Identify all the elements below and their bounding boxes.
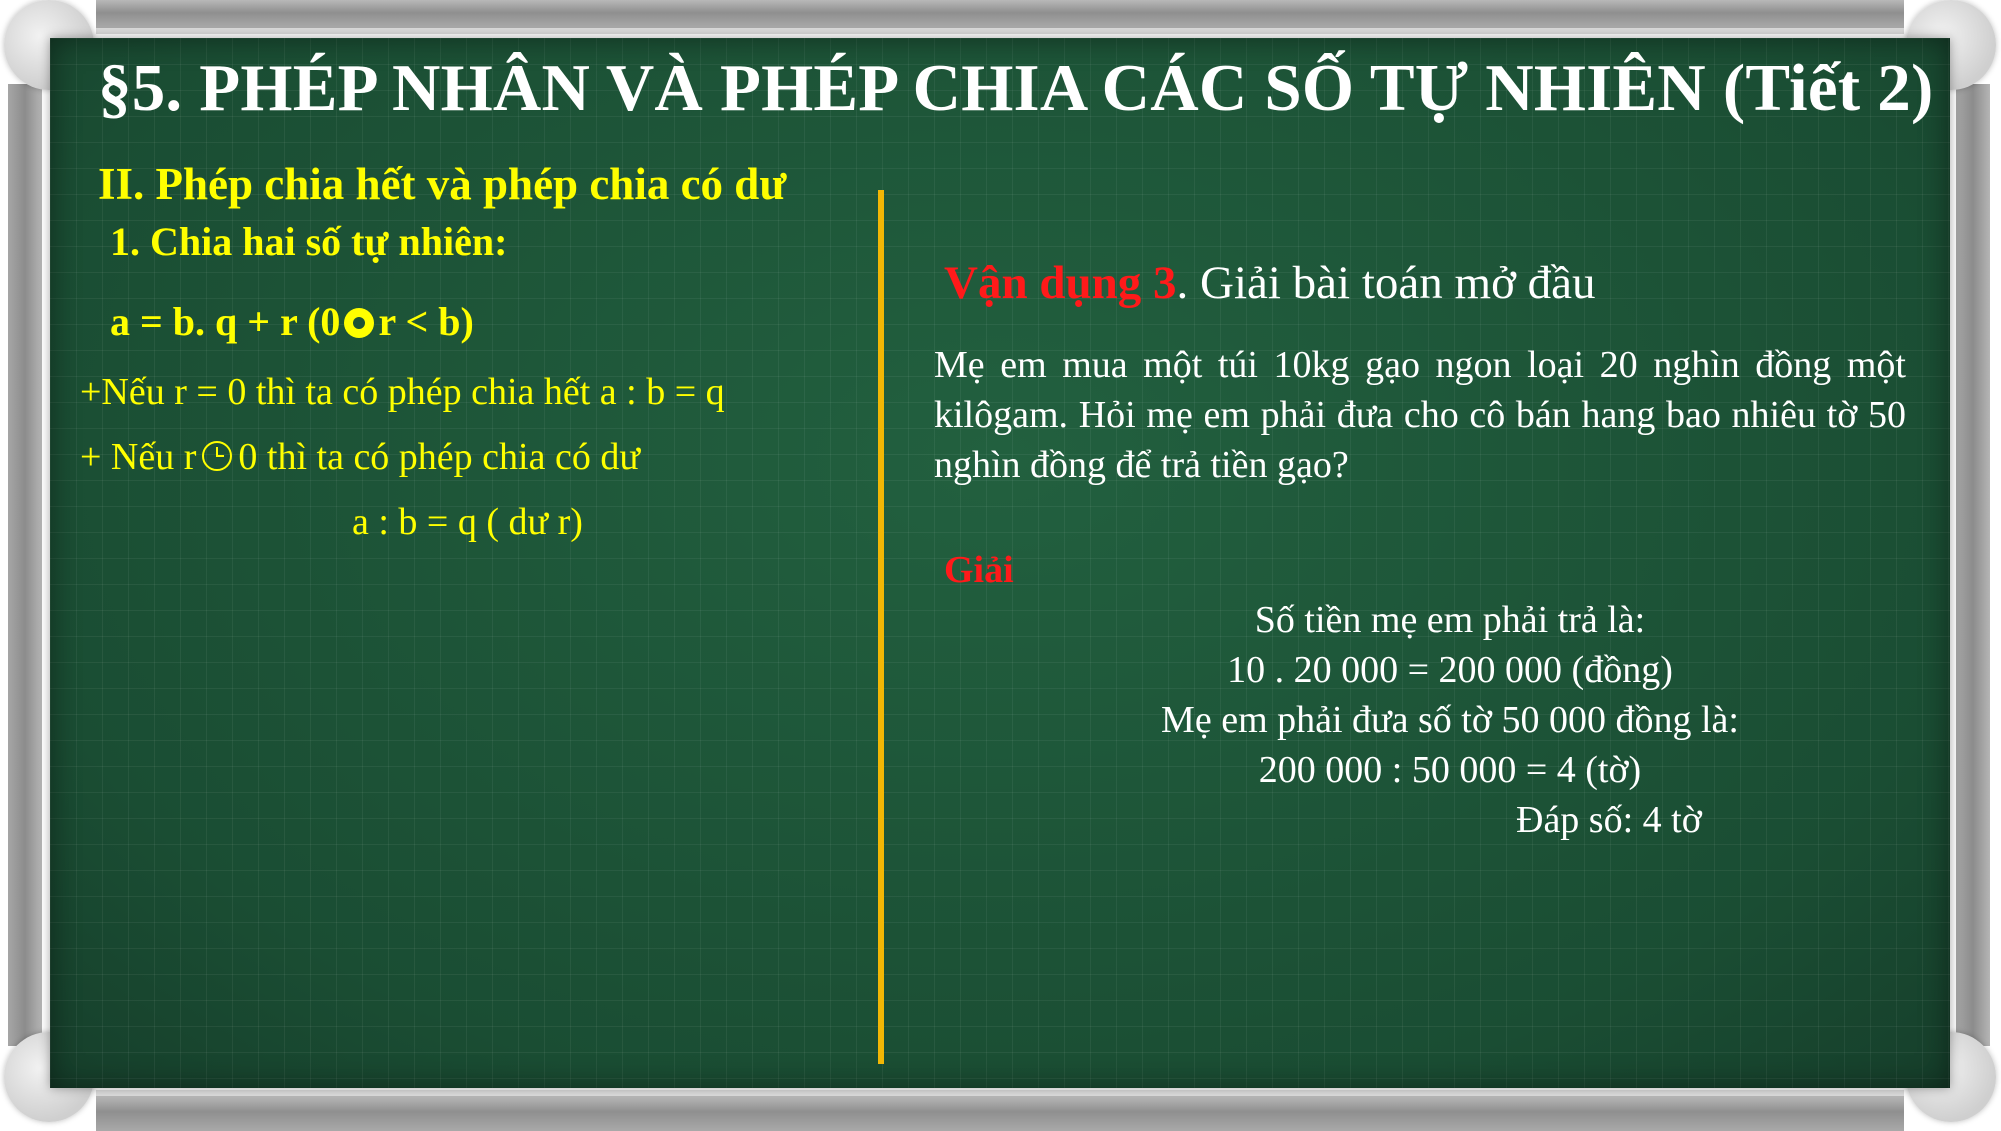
problem-text: Mẹ em mua một túi 10kg gạo ngon loại 20 nghìn đồng một kilôgam. Hỏi mẹ em phải đưa cho cô bán hang bao nhiêu tờ 50 nghìn đồng để trả tiền gạo?	[934, 344, 1906, 486]
subsection-heading: 1. Chia hai số tự nhiên:	[110, 219, 508, 264]
solution-line-1: Số tiền mẹ em phải trả là:	[1254, 599, 1646, 641]
vertical-divider	[878, 190, 884, 1064]
solution-line-3: Mẹ em phải đưa số tờ 50 000 đồng là:	[1161, 699, 1739, 741]
formula-part-2: r < b)	[378, 299, 474, 344]
solution-answer: Đáp số: 4 tờ	[1516, 799, 1702, 841]
board-frame-left	[8, 84, 42, 1046]
solution-line-2: 10 . 20 000 = 200 000 (đồng)	[1227, 649, 1673, 691]
remainder-division-formula: a : b = q ( dư r)	[352, 501, 583, 543]
circle-dot-icon	[344, 308, 374, 338]
solution-line-4: 200 000 : 50 000 = 4 (tờ)	[1258, 749, 1642, 791]
exact-division-rule: +Nếu r = 0 thì ta có phép chia hết a : b = q	[80, 371, 725, 413]
clock-icon	[202, 441, 232, 471]
division-formula	[110, 298, 474, 345]
slide-title: §5. PHÉP NHÂN VÀ PHÉP CHIA CÁC SỐ TỰ NHIÊN (Tiết 2)	[98, 51, 1934, 125]
exercise-title: . Giải bài toán mở đầu	[1176, 257, 1596, 309]
remainder-rule-part-1: + Nếu r	[80, 436, 197, 478]
section-heading: II. Phép chia hết và phép chia có dư	[98, 159, 787, 209]
formula-part-1: a = b. q + r (0	[110, 299, 341, 344]
board-frame-top	[96, 0, 1904, 34]
board-frame-right	[1956, 84, 1990, 1046]
remainder-division-rule	[80, 435, 640, 479]
chalkboard	[50, 38, 1950, 1088]
solution-label: Giải	[944, 549, 1014, 591]
remainder-rule-part-2: 0 thì ta có phép chia có dư	[238, 436, 640, 478]
exercise-label: Vận dụng 3	[944, 257, 1177, 309]
exercise-heading	[944, 256, 1596, 310]
